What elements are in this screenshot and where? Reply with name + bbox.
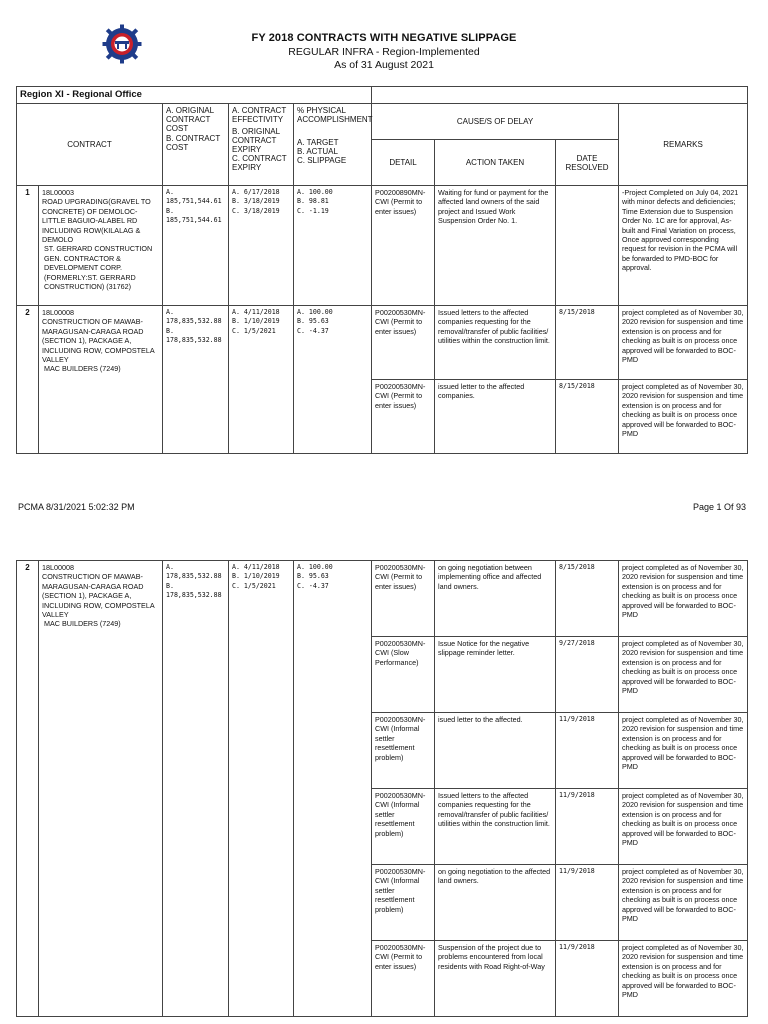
report-page-2 [0, 528, 768, 1024]
contract-description: CONSTRUCTION OF MAWAB-MARAGUSAN-CARAGA ROAD (SECTION 1), PACKAGE A, INCLUDING ROW, COMPOSTELA VALLEY [42, 317, 155, 365]
cause-action: issued letter to the affected companies. [435, 380, 556, 454]
contract-cell [39, 186, 163, 306]
cause-date: 11/9/2018 [556, 713, 619, 789]
effectivity-cell: A. 4/11/2018 B. 1/10/2019 C. 1/5/2021 [229, 561, 294, 1017]
col-header-contract: CONTRACT [17, 104, 163, 186]
cause-detail: P00200530MN-CWI (Permit to enter issues) [372, 380, 435, 454]
cause-date: 11/9/2018 [556, 941, 619, 1017]
cost-cell: A. 185,751,544.61 B. 185,751,544.61 [163, 186, 229, 306]
cause-action: isued letter to the affected. [435, 713, 556, 789]
cause-detail: P00200530MN-CWI (Permit to enter issues) [372, 306, 435, 380]
report-subtitle: REGULAR INFRA - Region-Implemented [288, 46, 480, 58]
cause-detail: P00200530MN-CWI (Permit to enter issues) [372, 561, 435, 637]
cause-date: 9/27/2018 [556, 637, 619, 713]
cause-remarks: project completed as of November 30, 2020 revision for suspension and time extension is on process and for checking as built is on process once approved will be forwarded to BOC-PMD [619, 637, 748, 713]
cause-remarks: project completed as of November 30, 2020 revision for suspension and time extension is on process and for checking as built is on process once approved will be forwarded to BOC-PMD [619, 306, 748, 380]
contract-description: CONSTRUCTION OF MAWAB-MARAGUSAN-CARAGA ROAD (SECTION 1), PACKAGE A, INCLUDING ROW, COMPOSTELA VALLEY [42, 572, 155, 620]
cause-remarks: project completed as of November 30, 2020 revision for suspension and time extension is on process and for checking as built is on process once approved will be forwarded to BOC-PMD [619, 865, 748, 941]
cause-detail: P00200530MN-CWI (Informal settler resettlement problem) [372, 865, 435, 941]
cause-remarks: project completed as of November 30, 2020 revision for suspension and time extension is on process and for checking as built is on process once approved will be forwarded to BOC-PMD [619, 561, 748, 637]
physical-cell: A. 100.00 B. 98.81 C. -1.19 [294, 186, 372, 306]
effectivity-cell: A. 4/11/2018 B. 1/10/2019 C. 1/5/2021 [229, 306, 294, 454]
contract-cell [39, 306, 163, 454]
dpwh-gear-seal-icon [102, 24, 142, 64]
report-as-of-date: As of 31 August 2021 [334, 59, 434, 71]
table-row [17, 186, 748, 306]
cause-remarks: project completed as of November 30, 2020 revision for suspension and time extension is on process and for checking as built is on process once approved will be forwarded to BOC-PMD [619, 380, 748, 454]
cause-action: Issue Notice for the negative slippage reminder letter. [435, 637, 556, 713]
row-number: 2 [17, 561, 39, 1017]
col-header-causes: CAUSE/S OF DELAY [372, 104, 619, 140]
report-title: FY 2018 CONTRACTS WITH NEGATIVE SLIPPAGE [251, 32, 517, 44]
cause-detail: P00200530MN-CWI (Informal settler resettlement problem) [372, 713, 435, 789]
footer-page-number: Page 1 Of 93 [692, 502, 746, 512]
contracts-table-page-1 [16, 86, 748, 454]
cause-action: Issued letters to the affected companies requesting for the removal/transfer of public facilities/ utilities within the construction limit. [435, 306, 556, 380]
region-label: Region XI - Regional Office [17, 87, 372, 104]
physical-cell: A. 100.00 B. 95.63 C. -4.37 [294, 561, 372, 1017]
region-blank [372, 87, 748, 104]
cause-action: Issued letters to the affected companies requesting for the removal/transfer of public facilities/ utilities within the construction limit. [435, 789, 556, 865]
col-header-physical: % PHYSICAL ACCOMPLISHMENT A. TARGET B. ACTUAL C. SLIPPAGE [294, 104, 372, 186]
contractor-name: ST. GERRARD CONSTRUCTION GEN. CONTRACTOR & DEVELOPMENT CORP. (FORMERLY:ST. GERRARD CONSTRUCTION) (31762) [44, 244, 153, 292]
cause-detail: P00200890MN-CWI (Permit to enter issues) [372, 186, 435, 306]
cause-detail: P00200530MN-CWI (Slow Performance) [372, 637, 435, 713]
physical-cell: A. 100.00 B. 95.63 C. -4.37 [294, 306, 372, 454]
col-header-action: ACTION TAKEN [435, 140, 556, 186]
col-header-effectivity: A. CONTRACT EFFECTIVITY B. ORIGINAL CONTRACT EXPIRY C. CONTRACT EXPIRY [229, 104, 294, 186]
col-header-remarks: REMARKS [619, 104, 748, 186]
col-header-date-resolved: DATE RESOLVED [556, 140, 619, 186]
cause-remarks: -Project Completed on July 04, 2021 with minor defects and deficiencies; Time Extension due to Suspension Order No. 1C are for approval, As-built and Final Variation on process, Once approved corresponding request for revision in the PCMA will be forwarded to PMD-BOC for approval. [619, 186, 748, 306]
cause-action: Waiting for fund or payment for the affected land owners of the said project and Issued Work Suspension Order No. 1. [435, 186, 556, 306]
col-header-cost: A. ORIGINAL CONTRACT COST B. CONTRACT COST [163, 104, 229, 186]
row-number: 1 [17, 186, 39, 306]
cost-cell: A. 178,835,532.88 B. 178,835,532.88 [163, 306, 229, 454]
cause-remarks: project completed as of November 30, 2020 revision for suspension and time extension is on process and for checking as built is on process once approved will be forwarded to BOC-PMD [619, 713, 748, 789]
row-number: 2 [17, 306, 39, 454]
cause-date [556, 186, 619, 306]
cause-date: 11/9/2018 [556, 789, 619, 865]
cause-date: 8/15/2018 [556, 306, 619, 380]
cause-remarks: project completed as of November 30, 2020 revision for suspension and time extension is on process and for checking as built is on process once approved will be forwarded to BOC-PMD [619, 789, 748, 865]
contractor-name: MAC BUILDERS (7249) [44, 364, 121, 374]
table-row [17, 306, 748, 380]
effectivity-cell: A. 6/17/2018 B. 3/18/2019 C. 3/18/2019 [229, 186, 294, 306]
cause-detail: P00200530MN-CWI (Informal settler resettlement problem) [372, 789, 435, 865]
cause-action: on going negotiation to the affected land owners. [435, 865, 556, 941]
footer-timestamp: PCMA 8/31/2021 5:02:32 PM [18, 502, 135, 512]
contract-cell [39, 561, 163, 1017]
cause-date: 8/15/2018 [556, 561, 619, 637]
cause-detail: P00200530MN-CWI (Permit to enter issues) [372, 941, 435, 1017]
cause-date: 8/15/2018 [556, 380, 619, 454]
table-row [17, 561, 748, 637]
contracts-table-page-2 [16, 560, 748, 1017]
contractor-name: MAC BUILDERS (7249) [44, 619, 121, 629]
col-header-detail: DETAIL [372, 140, 435, 186]
contract-id: 18L00003 [42, 188, 74, 197]
contract-id: 18L00008 [42, 563, 74, 572]
cause-remarks: project completed as of November 30, 2020 revision for suspension and time extension is on process and for checking as built is on process once approved will be forwarded to BOC-PMD [619, 941, 748, 1017]
contract-id: 18L00008 [42, 308, 74, 317]
cause-action: on going negotiation between implementing office and affected land owners. [435, 561, 556, 637]
cause-date: 11/9/2018 [556, 865, 619, 941]
cost-cell: A. 178,835,532.88 B. 178,835,532.88 [163, 561, 229, 1017]
cause-action: Suspension of the project due to problems encountered from local residents with Road Right-of-Way [435, 941, 556, 1017]
contract-description: ROAD UPGRADING(GRAVEL TO CONCRETE) OF DEMOLOC-LITTLE BAGUIO-ALABEL RD INCLUDING ROW(KILALAG & DEMOLO [42, 197, 151, 245]
